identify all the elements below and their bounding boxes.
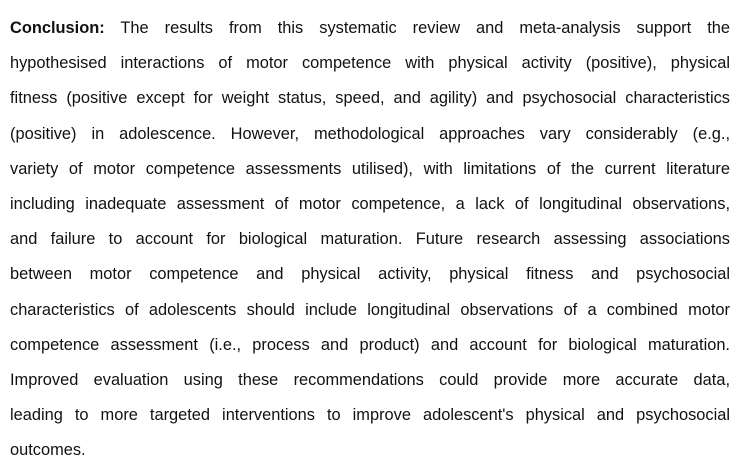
- paragraph-line-10: competence assessment (i.e., process and product) and account for biological maturation.: [10, 335, 730, 354]
- paragraph-line-1: [10, 11, 730, 46]
- paragraph-line-3: fitness (positive except for weight status, speed, and agility) and psychosocial characteristics: [10, 89, 730, 108]
- paragraph-line-13: outcomes.: [10, 441, 86, 460]
- paragraph-line-4: (positive) in adolescence. However, methodological approaches vary considerably (e.g.,: [10, 124, 730, 143]
- paragraph-line-2: hypothesised interactions of motor competence with physical activity (positive), physical: [10, 54, 730, 73]
- paragraph-line-5: variety of motor competence assessments utilised), with limitations of the current literature: [10, 159, 730, 178]
- paragraph-line-11: Improved evaluation using these recommendations could provide more accurate data,: [10, 370, 730, 389]
- line-1-text: The results from this systematic review and meta-analysis support the: [120, 19, 730, 37]
- conclusion-heading: Conclusion:: [10, 19, 105, 37]
- paragraph-line-12: leading to more targeted interventions to improve adolescent's physical and psychosocial: [10, 406, 730, 425]
- paragraph-line-9: characteristics of adolescents should include longitudinal observations of a combined motor: [10, 300, 730, 319]
- paragraph-line-7: and failure to account for biological maturation. Future research assessing associations: [10, 230, 730, 249]
- paragraph-line-6: including inadequate assessment of motor competence, a lack of longitudinal observations,: [10, 194, 730, 213]
- conclusion-paragraph: [10, 11, 730, 468]
- paragraph-line-8: between motor competence and physical activity, physical fitness and psychosocial: [10, 265, 730, 284]
